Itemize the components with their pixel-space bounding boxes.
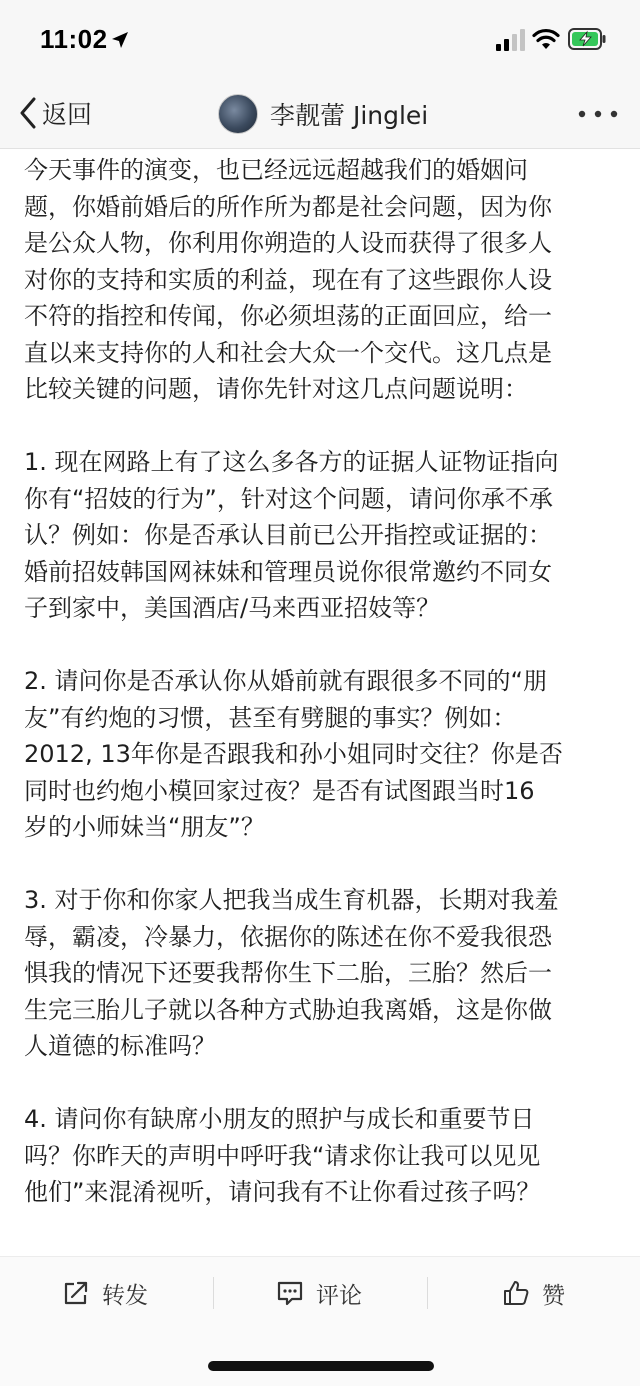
nav-title-group[interactable]: [218, 94, 428, 134]
page-title: 李靓蕾 Jinglei: [270, 101, 429, 130]
more-dots-icon[interactable]: [576, 101, 620, 127]
repost-button[interactable]: [62, 1275, 148, 1311]
home-indicator[interactable]: [208, 1361, 434, 1371]
wifi-icon: [532, 27, 560, 51]
nav-bar: [0, 80, 640, 149]
like-label: 赞: [542, 1282, 565, 1309]
post-paragraph-intro: 今天事件的演变，也已经远远超越我们的婚姻问 题，你婚前婚后的所作所为都是社会问题，因为你 是公众人物，你利用你朔造的人设而获得了很多人 对你的支持和实质的利益，现在有了这些跟你人设 不符的指控和传闻，你必须坦荡的正面回应，给一 直以来支持你的人和社会大众一个交代。这几点是 比较关键的问题，请你先针对这几点问题说明：: [24, 156, 552, 403]
toolbar-divider: [213, 1277, 214, 1309]
battery-charging-icon: [568, 28, 606, 50]
chevron-left-icon: [18, 96, 38, 130]
cellular-signal-icon: [496, 29, 526, 51]
post-paragraph-4: 4. 请问你有缺席小朋友的照护与成长和重要节日 吗？你昨天的声明中呼吁我“请求你让我可以见见 他们”来混淆视听，请问我有不让你看过孩子吗？: [24, 1105, 541, 1206]
repost-label: 转发: [102, 1282, 148, 1309]
avatar[interactable]: [218, 94, 258, 134]
toolbar-divider: [427, 1277, 428, 1309]
comment-button[interactable]: [276, 1275, 362, 1311]
thumbs-up-icon: [502, 1279, 530, 1307]
back-label: 返回: [42, 100, 93, 129]
post-paragraph-2: 2. 请问你是否承认你从婚前就有跟很多不同的“朋 友”有约炮的习惯，甚至有劈腿的事实？例如： 2012, 13年你是否跟我和孙小姐同时交往？你是否 同时也约炮小模回家过夜？是否有试图跟当时16 岁的小师妹当“朋友”？: [24, 667, 563, 841]
status-bar: [0, 0, 640, 80]
bottom-toolbar: [0, 1256, 640, 1386]
comment-label: 评论: [316, 1282, 362, 1309]
back-button[interactable]: [18, 93, 92, 133]
comment-icon: [276, 1279, 304, 1307]
like-button[interactable]: [502, 1275, 565, 1311]
post-body: [24, 152, 618, 1211]
location-arrow-icon: [110, 30, 130, 50]
share-icon: [62, 1279, 90, 1307]
post-paragraph-3: 3. 对于你和你家人把我当成生育机器，长期对我羞 辱，霸凌，冷暴力，依据你的陈述在你不爱我很恐 惧我的情况下还要我帮你生下二胎，三胎？然后一 生完三胎儿子就以各种方式胁迫我离婚，这是你做 人道德的标准吗？: [24, 886, 559, 1060]
status-time: 11:02: [40, 24, 108, 54]
post-paragraph-1: 1. 现在网路上有了这么多各方的证据人证物证指向 你有“招妓的行为”，针对这个问题，请问你承不承 认？例如：你是否承认目前已公开指控或证据的： 婚前招妓韩国网袜妹和管理员说你很常邀约不同女 子到家中，美国酒店/马来西亚招妓等？: [24, 448, 559, 622]
